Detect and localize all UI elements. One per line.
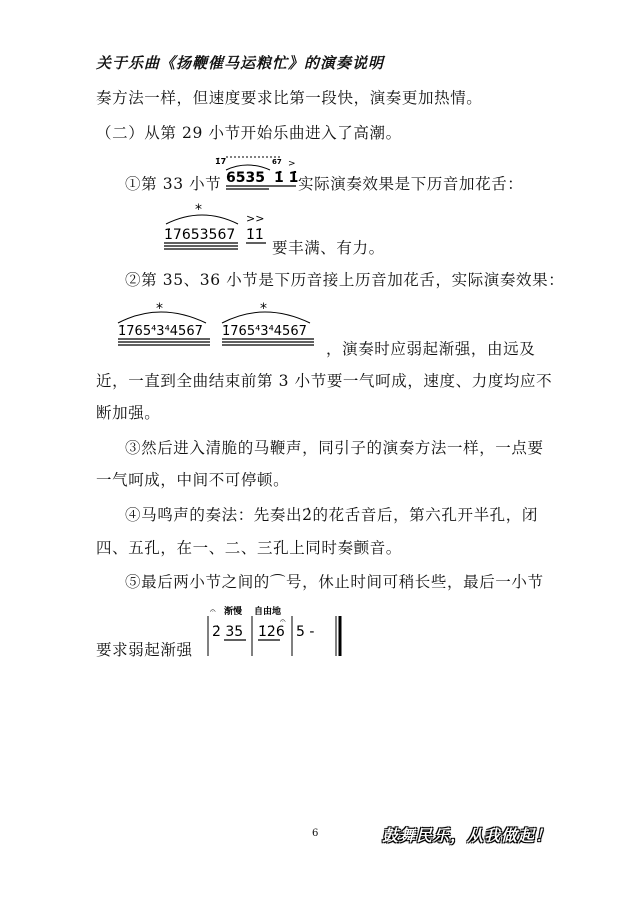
text-line: ⑤最后两小节之间的⌒号，休止时间可稍长些，最后一小节 — [125, 573, 544, 591]
tempo-free: 自由地 — [254, 607, 282, 617]
tempo-slow: 渐慢 — [224, 607, 243, 617]
text-line: 近，一直到全曲结束前第 3 小节要一气呵成，速度、力度均应不 — [96, 372, 553, 390]
main-notes: 1̇7653567 — [164, 227, 236, 243]
text-line: 四、五孔，在一、二、三孔上同时奏颤音。 — [96, 539, 402, 557]
notes-bar-c: 5 - — [296, 624, 315, 640]
notation-bar33 — [212, 150, 298, 195]
main-notes: 6535 — [226, 170, 265, 186]
accent-marks: >> — [246, 212, 265, 225]
grace-notes: 1̇7 — [215, 157, 227, 166]
notation-example-2 — [114, 295, 326, 353]
fermata-mark: 𝄐 — [210, 606, 216, 617]
accent-mark: > — [288, 159, 296, 169]
grace-notes-2: 67 — [272, 158, 282, 166]
slur — [166, 215, 238, 224]
text-line: ④马鸣声的奏法：先奏出2̇的花舌音后，第六孔开半孔，闭 — [125, 506, 538, 524]
text-line: ①第 33 小节 — [125, 175, 222, 193]
text-line: 一气呵成，中间不可停顿。 — [96, 471, 290, 489]
notes-bar-a: 2̇ 35 — [212, 624, 244, 640]
text-line: 要求弱起渐强 — [96, 641, 193, 659]
text-line: ，演奏时应弱起渐强，由远及 — [326, 340, 536, 358]
end-notes: 1̇ 1̇ — [274, 170, 298, 186]
text-line: ②第 35、36 小节是下历音接上历音加花舌，实际演奏效果： — [125, 271, 565, 289]
fermata-mark: 𝄐 — [280, 616, 286, 627]
text-line: ③然后进入清脆的马鞭声，同引子的演奏方法一样，一点要 — [125, 439, 544, 457]
page-number: 6 — [312, 828, 319, 839]
end-notes: 1̇1̇ — [246, 227, 264, 243]
notes-bar-b: 1̇2̇6 — [258, 624, 285, 640]
text-line: 奏方法一样，但速度要求比第一段快，演奏更加热情。 — [96, 89, 483, 107]
flutter-tongue-mark: * — [260, 301, 267, 317]
footer-slogan: 鼓舞民乐，从我做起！ — [382, 826, 553, 845]
text-line: 断加强。 — [96, 404, 161, 422]
text-line: 实际演奏效果是下历音加花舌： — [298, 175, 524, 193]
notes-group-b: 1̇765⁴3⁴4567 — [222, 324, 307, 339]
notation-final-bars — [206, 602, 346, 662]
text-line: 要丰满、有力。 — [272, 239, 385, 257]
section-heading: （二）从第 29 小节开始乐曲进入了高潮。 — [96, 124, 402, 142]
flutter-tongue-mark: * — [156, 301, 163, 317]
notation-example-1 — [162, 202, 274, 258]
document-header: 关于乐曲《扬鞭催马运粮忙》的演奏说明 — [96, 54, 385, 72]
flutter-tongue-mark: * — [195, 202, 202, 218]
notes-group-a: 1̇765⁴3⁴4567 — [118, 324, 203, 339]
